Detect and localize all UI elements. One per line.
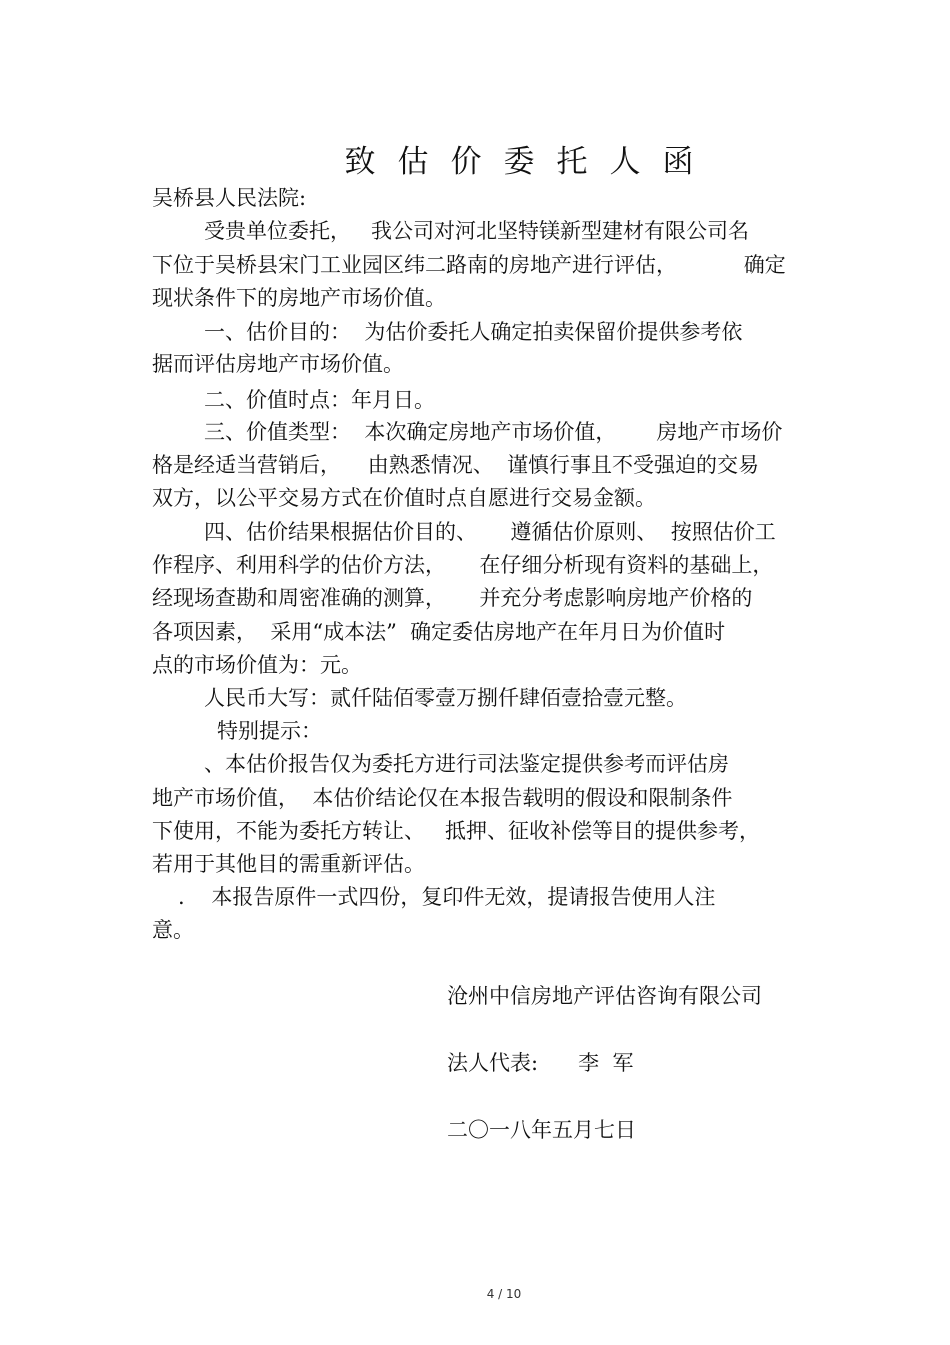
letter-title: 致估价委托人函 — [344, 144, 716, 180]
body-line: 受贵单位委托， 我公司对河北坚特镁新型建材有限公司名 — [204, 219, 750, 243]
page-number: 4 / 10 — [486, 1287, 522, 1301]
body-line: 人民币大写：贰仟陆佰零壹万捌仟肆佰壹拾壹元整。 — [204, 686, 687, 710]
body-line: 作程序、利用科学的估价方法， 在仔细分析现有资料的基础上， — [152, 553, 774, 577]
body-line: 一、估价目的： 为估价委托人确定拍卖保留价提供参考依 — [204, 320, 743, 344]
body-line: 、本估价报告仅为委托方进行司法鉴定提供参考而评估房 — [204, 752, 729, 776]
body-line: 据而评估房地产市场价值。 — [152, 352, 404, 376]
body-line: 下位于吴桥县宋门工业园区纬二路南的房地产进行评估， 确定 — [152, 253, 786, 277]
body-line: 双方，以公平交易方式在价值时点自愿进行交易金额。 — [152, 486, 656, 510]
body-line: 各项因素， 采用“成本法” 确定委估房地产在年月日为价值时 — [152, 620, 726, 644]
body-line: 三、价值类型： 本次确定房地产市场价值， 房地产市场价 — [204, 420, 783, 444]
body-line: 经现场查勘和周密准确的测算， 并充分考虑影响房地产价格的 — [152, 586, 753, 610]
body-line: 若用于其他目的需重新评估。 — [152, 852, 425, 876]
body-line: 特别提示： — [217, 719, 322, 743]
body-line: 地产市场价值， 本估价结论仅在本报告载明的假设和限制条件 — [152, 786, 733, 810]
body-line: 现状条件下的房地产市场价值。 — [152, 286, 446, 310]
body-line: 四、估价结果根据估价目的、 遵循估价原则、 按照估价工 — [204, 520, 776, 544]
body-line: 点的市场价值为：元。 — [152, 653, 362, 677]
body-line: 下使用，不能为委托方转让、 抵押、征收补偿等目的提供参考， — [152, 819, 761, 843]
body-line: 二、价值时点：年月日。 — [204, 388, 435, 412]
body-line: . 本报告原件一式四份，复印件无效，提请报告使用人注 — [178, 885, 716, 909]
signature-company: 沧州中信房地产评估咨询有限公司 — [447, 984, 762, 1008]
body-line: 格是经适当营销后， 由熟悉情况、 谨慎行事且不受强迫的交易 — [152, 453, 760, 477]
signature-representative: 法人代表: 李 军 — [447, 1051, 634, 1075]
addressee: 吴桥县人民法院: — [152, 186, 307, 210]
signature-date: 二〇一八年五月七日 — [447, 1118, 636, 1142]
body-line: 意。 — [152, 918, 194, 942]
